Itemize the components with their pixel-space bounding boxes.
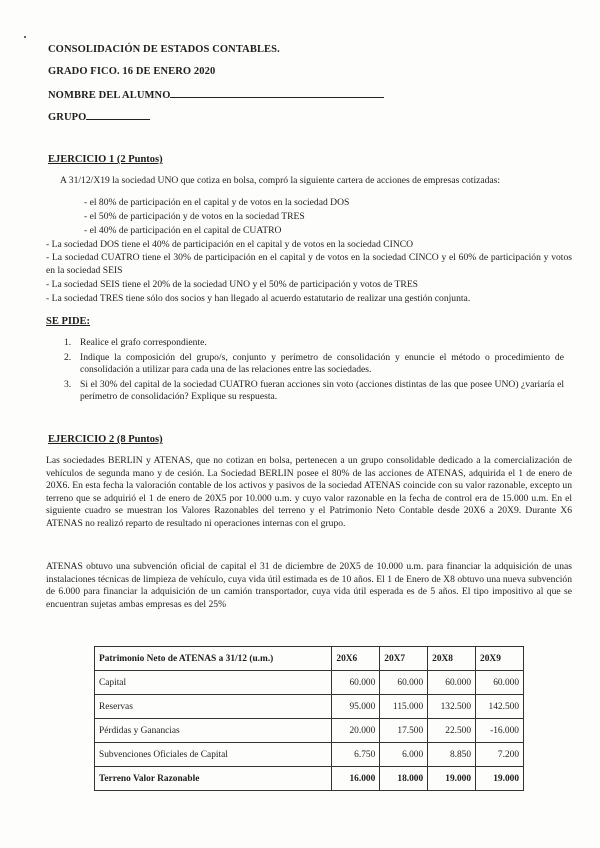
question-number: 1.	[64, 337, 72, 348]
table-row	[95, 767, 524, 791]
table-header-row	[95, 647, 524, 671]
question-item	[52, 352, 564, 377]
question-text: Indique la composición del grupo/s, conjunto y perímetro de consolidación y enuncie el método o procedimiento de consolidación a utilizar para cada una de las relaciones entre las sociedades.	[80, 351, 564, 376]
cell-value: 60.000	[380, 671, 428, 695]
table-row	[95, 671, 524, 695]
row-label: Capital	[95, 671, 332, 695]
exam-title: CONSOLIDACIÓN DE ESTADOS CONTABLES.	[48, 44, 280, 55]
group-row	[48, 110, 150, 123]
table-row	[95, 719, 524, 743]
exercise-2-paragraph-2: ATENAS obtuvo una subvención oficial de capital el 31 de diciembre de 20X5 de 10.000 u.m. para financiar la adquisición de unas instalaciones técnicas de limpieza de vehículo, cuya vida útil estimada es de 10 años. El 1 de Enero de X8 obtuvo una nueva subvención de 6.000 para financiar la adquisición de un camión transportador, cuya vida útil esperada es de 5 años. El tipo impositivo al que se encuentran sujetas ambas empresas es del 25%	[46, 561, 572, 610]
holding-item: - el 50% de participación y de votos en la sociedad TRES	[84, 211, 305, 222]
question-text: Si el 30% del capital de la sociedad CUATRO fueran acciones sin voto (acciones distintas de las que posee UNO) ¿variaría el perímetro de consolidación? Explique su respuesta.	[80, 378, 564, 403]
equity-table	[94, 646, 524, 791]
cell-value: 19.000	[428, 767, 476, 791]
questions-list	[52, 337, 564, 406]
question-number: 3.	[64, 378, 72, 390]
se-pide-heading: SE PIDE:	[46, 316, 91, 327]
table-header-cell: 20X6	[332, 647, 380, 671]
table-row	[95, 743, 524, 767]
cell-value: 60.000	[428, 671, 476, 695]
holding-item: - el 40% de participación en el capital de CUATRO	[84, 225, 282, 236]
cell-value: 6.750	[332, 743, 380, 767]
cell-value: 7.200	[476, 743, 524, 767]
cell-value: 22.500	[428, 719, 476, 743]
table-header-cell: 20X7	[380, 647, 428, 671]
cell-value: 60.000	[332, 671, 380, 695]
cell-value: 142.500	[476, 695, 524, 719]
question-item	[52, 337, 564, 350]
fact-item: - La sociedad CUATRO tiene el 30% de participación en el capital y de votos en la sociedad CINCO y el 60% de participación y votos en la sociedad SEIS	[46, 252, 572, 276]
cell-value: 8.850	[428, 743, 476, 767]
table-header-cell: 20X8	[428, 647, 476, 671]
cell-value: 6.000	[380, 743, 428, 767]
cell-value: 20.000	[332, 719, 380, 743]
exercise-1-intro: A 31/12/X19 la sociedad UNO que cotiza en bolsa, compró la siguiente cartera de acciones de empresas cotizadas:	[60, 175, 501, 186]
fact-item: - La sociedad SEIS tiene el 20% de la sociedad UNO y el 50% de participación y votos de TRES	[46, 279, 419, 290]
table-header-cell: 20X9	[476, 647, 524, 671]
cell-value: -16.000	[476, 719, 524, 743]
row-label: Pérdidas y Ganancias	[95, 719, 332, 743]
table-row	[95, 695, 524, 719]
question-text: Realice el grafo correspondiente.	[80, 337, 207, 348]
group-label: GRUPO	[48, 112, 87, 123]
cell-value: 60.000	[476, 671, 524, 695]
cell-value: 19.000	[476, 767, 524, 791]
scan-speck	[24, 36, 26, 38]
cell-value: 115.000	[380, 695, 428, 719]
fact-item: - La sociedad TRES tiene sólo dos socios y han llegado al acuerdo estatutario de realizar una gestión conjunta.	[46, 293, 471, 304]
cell-value: 132.500	[428, 695, 476, 719]
question-number: 2.	[64, 351, 72, 363]
student-name-blank[interactable]	[170, 88, 384, 98]
cell-value: 16.000	[332, 767, 380, 791]
exercise-2-title: EJERCICIO 2 (8 Puntos)	[48, 434, 163, 445]
exercise-1-title: EJERCICIO 1 (2 Puntos)	[48, 154, 163, 165]
row-label: Subvenciones Oficiales de Capital	[95, 743, 332, 767]
student-name-label: NOMBRE DEL ALUMNO	[48, 90, 171, 101]
cell-value: 17.500	[380, 719, 428, 743]
holding-item: - el 80% de participación en el capital y de votos en la sociedad DOS	[84, 197, 350, 208]
cell-value: 18.000	[380, 767, 428, 791]
grade-date: GRADO FICO. 16 DE ENERO 2020	[48, 66, 216, 77]
row-label: Terreno Valor Razonable	[95, 767, 332, 791]
table-header-cell: Patrimonio Neto de ATENAS a 31/12 (u.m.)	[95, 647, 332, 671]
group-blank[interactable]	[86, 110, 150, 120]
cell-value: 95.000	[332, 695, 380, 719]
row-label: Reservas	[95, 695, 332, 719]
fact-item: - La sociedad DOS tiene el 40% de participación en el capital y de votos en la sociedad CINCO	[46, 239, 414, 250]
student-name-row	[48, 88, 384, 101]
exercise-2-paragraph-1: Las sociedades BERLIN y ATENAS, que no cotizan en bolsa, pertenecen a un grupo consolidable dedicado a la comercialización de vehículos de segunda mano y de cesión. La Sociedad BERLIN posee el 80% de las acciones de ATENAS, adquirida el 1 de enero de 20X6. En esta fecha la valoración contable de los activos y pasivos de la sociedad ATENAS coincide con su valor razonable, excepto un terreno que se adquirió el 1 de enero de 20X5 por 10.000 u.m. y cuyo valor razonable en la fecha de control era de 15.000 u.m. En el siguiente cuadro se muestran los Valores Razonables del terreno y el Patrimonio Neto Contable desde 20X6 a 20X9. Durante X6 ATENAS no realizó reparto de resultado ni operaciones internas con el grupo.	[46, 455, 572, 529]
question-item	[52, 379, 564, 404]
